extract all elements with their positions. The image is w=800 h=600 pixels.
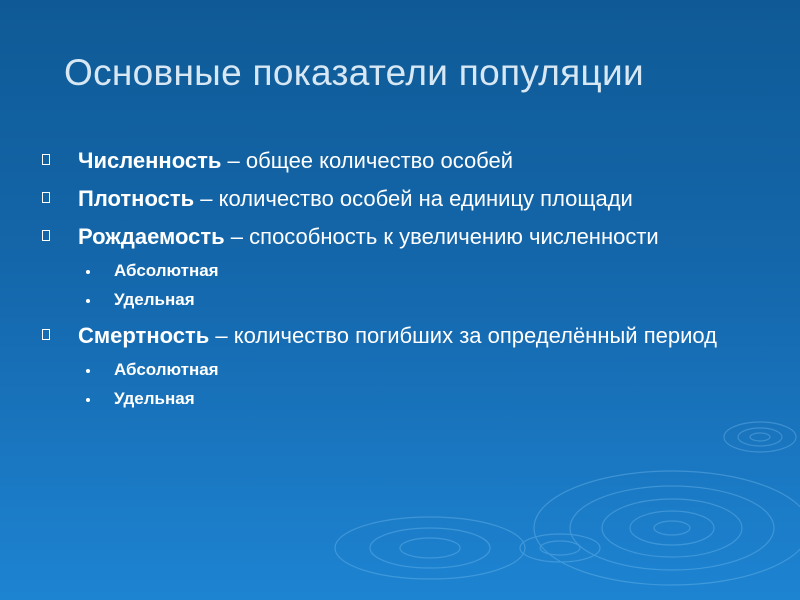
list-item-population-size bbox=[40, 145, 780, 176]
sub-item-label: Удельная bbox=[114, 389, 195, 408]
sub-item-label: Удельная bbox=[114, 290, 195, 309]
item-separator: – bbox=[221, 148, 246, 173]
item-description: общее количество особей bbox=[245, 148, 514, 173]
sub-item-label: Абсолютная bbox=[114, 360, 219, 379]
hollow-square-bullet-icon bbox=[42, 154, 50, 165]
item-term: Плотность bbox=[78, 186, 195, 211]
item-term: Рождаемость bbox=[78, 224, 225, 249]
hollow-square-bullet-icon bbox=[42, 329, 50, 340]
slide-title: Основные показатели популяции bbox=[64, 52, 644, 93]
list-item-density bbox=[40, 183, 780, 214]
small-dot-bullet-icon bbox=[86, 369, 90, 373]
item-separator: – bbox=[209, 323, 234, 348]
item-description: количество особей на единицу площади bbox=[218, 186, 633, 211]
sub-item-specific bbox=[40, 387, 780, 411]
hollow-square-bullet-icon bbox=[42, 192, 50, 203]
item-separator: – bbox=[224, 224, 250, 249]
sub-item-label: Абсолютная bbox=[114, 261, 219, 280]
bullet-list bbox=[40, 145, 780, 416]
small-dot-bullet-icon bbox=[86, 270, 90, 274]
small-dot-bullet-icon bbox=[86, 299, 90, 303]
item-term: Численность bbox=[78, 148, 222, 173]
small-dot-bullet-icon bbox=[86, 398, 90, 402]
item-description: способность к увеличению численности bbox=[249, 224, 659, 249]
sub-item-absolute bbox=[40, 259, 780, 283]
list-item-mortality bbox=[40, 320, 780, 351]
sub-item-absolute bbox=[40, 358, 780, 382]
hollow-square-bullet-icon bbox=[42, 230, 50, 241]
item-separator: – bbox=[194, 186, 219, 211]
list-item-birth-rate bbox=[40, 221, 780, 252]
item-description: количество погибших за определённый период bbox=[233, 323, 717, 348]
item-term: Смертность bbox=[78, 323, 210, 348]
sub-item-specific bbox=[40, 288, 780, 312]
